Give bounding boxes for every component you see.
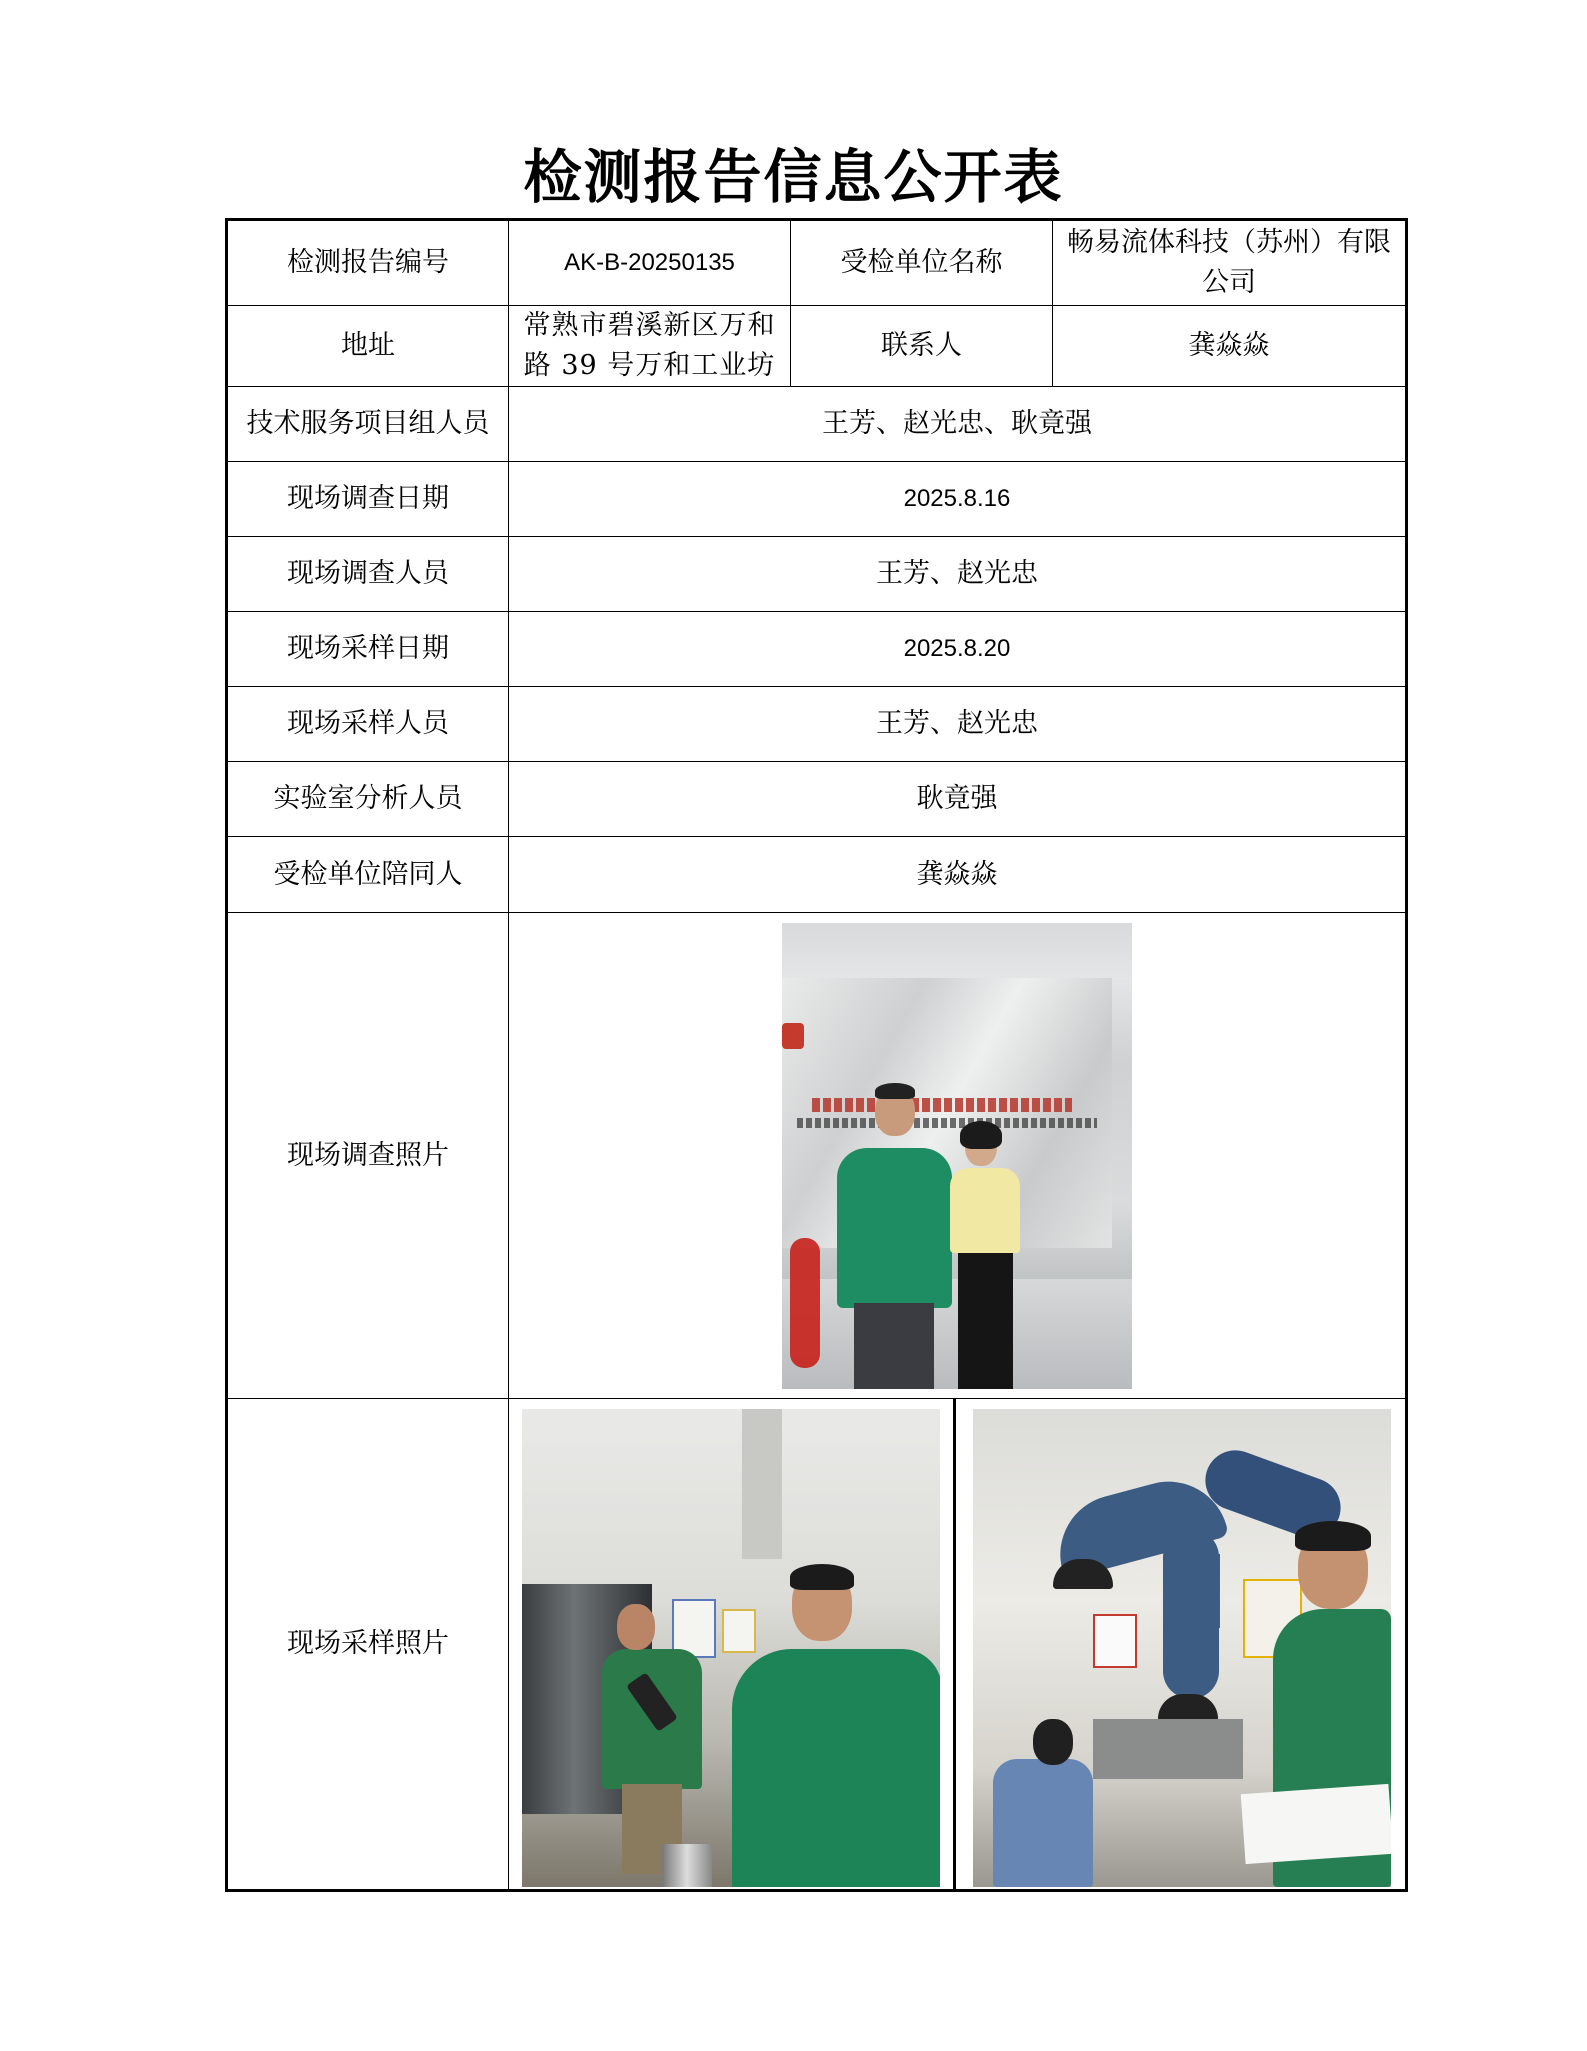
inspector-hair [790,1564,854,1590]
sampling-photo-machining [522,1409,940,1887]
table-row [227,837,1407,913]
inspector-hair [875,1083,915,1099]
worker-head [617,1604,655,1650]
contact-value: 龚焱焱 [1053,306,1407,387]
row-label: 现场调查日期 [227,462,509,537]
report-no-value: AK-B-20250135 [509,220,791,306]
row-value: 王芳、赵光忠 [509,537,1407,612]
inspector-figure [837,1148,952,1308]
inspector-hair [1295,1521,1371,1551]
address-row [227,306,1407,387]
welding-machine [1093,1719,1243,1779]
row-value: 2025.8.16 [509,462,1407,537]
row-value: 王芳、赵光忠 [509,687,1407,762]
address-label: 地址 [227,306,509,387]
page-title: 检测报告信息公开表 [523,143,1064,211]
row-label: 现场采样人员 [227,687,509,762]
company-name-on-wall [812,1098,1072,1112]
row-value: 耿竟强 [509,762,1407,837]
company-logo-icon [782,1023,804,1049]
row-value: 龚焱焱 [509,837,1407,913]
sampling-photo-welding [973,1409,1391,1887]
metal-bucket [662,1844,712,1887]
fume-extraction-arm [1163,1529,1219,1699]
table-row [227,762,1407,837]
survey-photo-label: 现场调查照片 [227,913,509,1399]
address-value: 常熟市碧溪新区万和路 39 号万和工业坊 [509,306,791,387]
inspector-figure [732,1649,940,1887]
table-row [227,687,1407,762]
contact-label: 联系人 [791,306,1053,387]
extraction-hood [1158,1694,1218,1722]
report-no-label: 检测报告编号 [227,220,509,306]
row-label: 现场调查人员 [227,537,509,612]
floor [782,1279,1132,1389]
table-row [227,537,1407,612]
row-label: 受检单位陪同人 [227,837,509,913]
row-label: 技术服务项目组人员 [227,387,509,462]
survey-photo-cell [509,913,1407,1399]
welder-head [1033,1719,1073,1765]
sample-photo-row [227,1399,1407,1891]
pillar [742,1409,782,1559]
header-row [227,220,1407,306]
drawing-paper [1240,1784,1390,1864]
survey-photo [782,923,1132,1389]
row-value: 2025.8.20 [509,612,1407,687]
escort-legs [958,1251,1013,1389]
escort-figure [950,1168,1020,1253]
table-row [227,612,1407,687]
sample-photo-cell [509,1399,1407,1891]
chinese-knot-decoration [790,1238,820,1368]
company-name-en-on-wall [797,1118,1097,1128]
table-row [227,387,1407,462]
welder-figure [993,1759,1093,1887]
survey-photo-row [227,913,1407,1399]
escort-hair [960,1121,1002,1149]
unit-label: 受检单位名称 [791,220,1053,306]
warning-sign [1093,1614,1137,1668]
row-label: 现场采样日期 [227,612,509,687]
inspector-legs [854,1303,934,1389]
row-label: 实验室分析人员 [227,762,509,837]
table-row [227,462,1407,537]
unit-value: 畅易流体科技（苏州）有限公司 [1053,220,1407,306]
sample-photo-label: 现场采样照片 [227,1399,509,1891]
row-value: 王芳、赵光忠、耿竟强 [509,387,1407,462]
wall-poster [722,1609,756,1653]
report-table [225,218,1408,1892]
